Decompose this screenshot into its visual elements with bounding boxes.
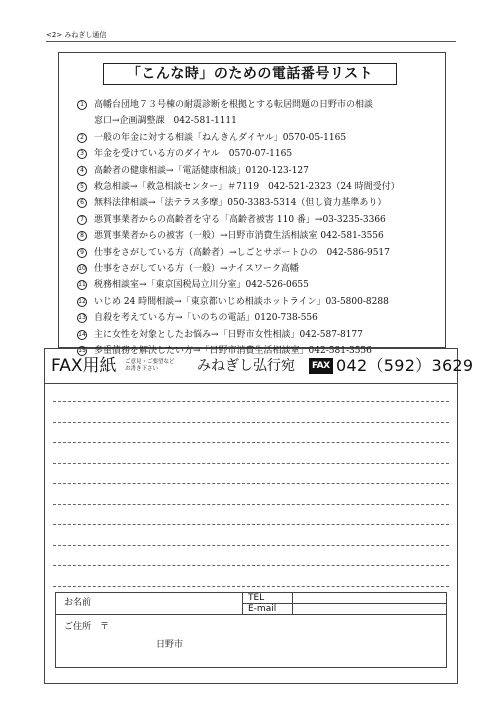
phone-item-text: 悪質事業者からの高齢者を守る「高齢者被害 110 番」→03-3235-3366 (94, 214, 386, 225)
phone-item-text: 仕事をさがしている方（一般）→ナイスワーク高幡 (94, 264, 299, 275)
phone-list-item (77, 97, 443, 130)
phone-list-item (77, 327, 443, 343)
item-number-badge: 2 (77, 133, 87, 143)
name-field-label: お名前 (64, 598, 92, 608)
phone-list-section (58, 52, 446, 357)
email-field-label: E-mail (248, 604, 277, 614)
write-line (53, 504, 449, 505)
write-line (53, 483, 449, 484)
write-line (53, 586, 449, 587)
tel-field-label: TEL (248, 593, 265, 603)
phone-item-text: 救急相談→「救急相談センター」＃7119 042-521-2323（24 時間受付） (94, 182, 400, 193)
item-number-badge: 9 (77, 248, 87, 258)
item-number-badge: 14 (78, 330, 86, 338)
divider (292, 593, 293, 614)
phone-item-text: 自殺を考えている方→「いのちの電話」0120-738-556 (94, 313, 318, 324)
write-line (53, 442, 449, 443)
phone-item-text: 仕事をさがしている方（高齢者）→しごとサポートひの 042-586-9517 (94, 247, 390, 258)
item-number-badge: 10 (78, 265, 86, 273)
write-line (53, 463, 449, 464)
phone-list-item (77, 294, 443, 310)
phone-item-text: 多重債務を解決したい方→「日野市消費生活相談室」042-581-3556 (94, 346, 372, 357)
write-line (53, 524, 449, 525)
writing-area[interactable] (53, 383, 449, 583)
item-number-badge: 6 (77, 198, 87, 208)
item-number-badge: 12 (78, 297, 86, 305)
fax-recipient: みねぎし弘行宛 (197, 358, 295, 374)
item-number-badge: 5 (77, 182, 87, 192)
fax-number: 042（592）3629 (336, 356, 474, 375)
item-number-badge: 11 (78, 281, 86, 289)
write-line (53, 422, 449, 423)
fax-form-note (125, 359, 187, 373)
phone-item-text: いじめ 24 時間相談→「東京都いじめ相談ホットライン」03-5800-8288 (94, 296, 389, 307)
fax-header (45, 349, 474, 384)
write-line (53, 565, 449, 566)
fax-note-line: お書き下さい (125, 366, 159, 372)
address-city: 日野市 (156, 640, 184, 650)
phone-list-item (77, 163, 443, 179)
fax-form-title: FAX用紙 (51, 356, 117, 376)
phone-item-text: 高齢者の健康相談→「電話健康相談」0120-123-127 (94, 165, 309, 176)
phone-list-item (77, 261, 443, 277)
item-number-badge: 3 (77, 149, 87, 159)
phone-list (77, 97, 443, 360)
item-number-badge: 13 (78, 314, 86, 322)
item-number-badge: 7 (77, 215, 87, 225)
item-number-badge: 15 (78, 347, 86, 355)
write-line (53, 401, 449, 402)
phone-item-text: 一般の年金に対する相談「ねんきんダイヤル」0570-05-1165 (94, 132, 347, 143)
phone-list-item (77, 146, 443, 162)
fax-badge: FAX (309, 358, 333, 374)
write-line (53, 545, 449, 546)
phone-list-item (77, 277, 443, 293)
phone-list-item (77, 245, 443, 261)
phone-list-item (77, 179, 443, 195)
phone-item-text: 悪質事業者からの被害（一般）→日野市消費生活相談室 042-581-3556 (94, 231, 384, 242)
phone-list-item (77, 228, 443, 244)
phone-item-text: 税務相談室→「東京国税局立川分室」042-526-0655 (94, 280, 309, 291)
fax-form (44, 348, 474, 684)
contact-box (55, 592, 447, 668)
item-number-badge: 1 (77, 100, 87, 110)
phone-item-text: 無料法律相談→「法テラス多摩」050-3383-5314（但し資力基準あり） (94, 198, 387, 209)
page-header: <2> みねぎし通信 (46, 30, 456, 42)
divider (242, 593, 243, 614)
phone-item-text: 主に女性を対象としたお悩み→「日野市女性相談」042-587-8177 (94, 329, 363, 340)
phone-list-item (77, 310, 443, 326)
phone-list-title: 「こんな時」のための電話番号リスト (103, 63, 397, 85)
phone-list-item (77, 212, 443, 228)
phone-item-text: 年金を受けている方のダイヤル 0570-07-1165 (94, 149, 293, 160)
item-number-badge: 4 (77, 166, 87, 176)
phone-item-text: 高幡台団地７３号棟の耐震診断を根拠とする転居問題の日野市の相談 (94, 100, 374, 110)
item-number-badge: 8 (77, 231, 87, 241)
address-field-label: ご住所 〒 (64, 622, 110, 632)
phone-list-item (77, 195, 443, 211)
phone-list-item (77, 130, 443, 146)
fax-note-line: ご意見・ご要望など (125, 359, 175, 365)
phone-item-text: 窓口→企画調整課 042-581-1111 (94, 116, 237, 127)
